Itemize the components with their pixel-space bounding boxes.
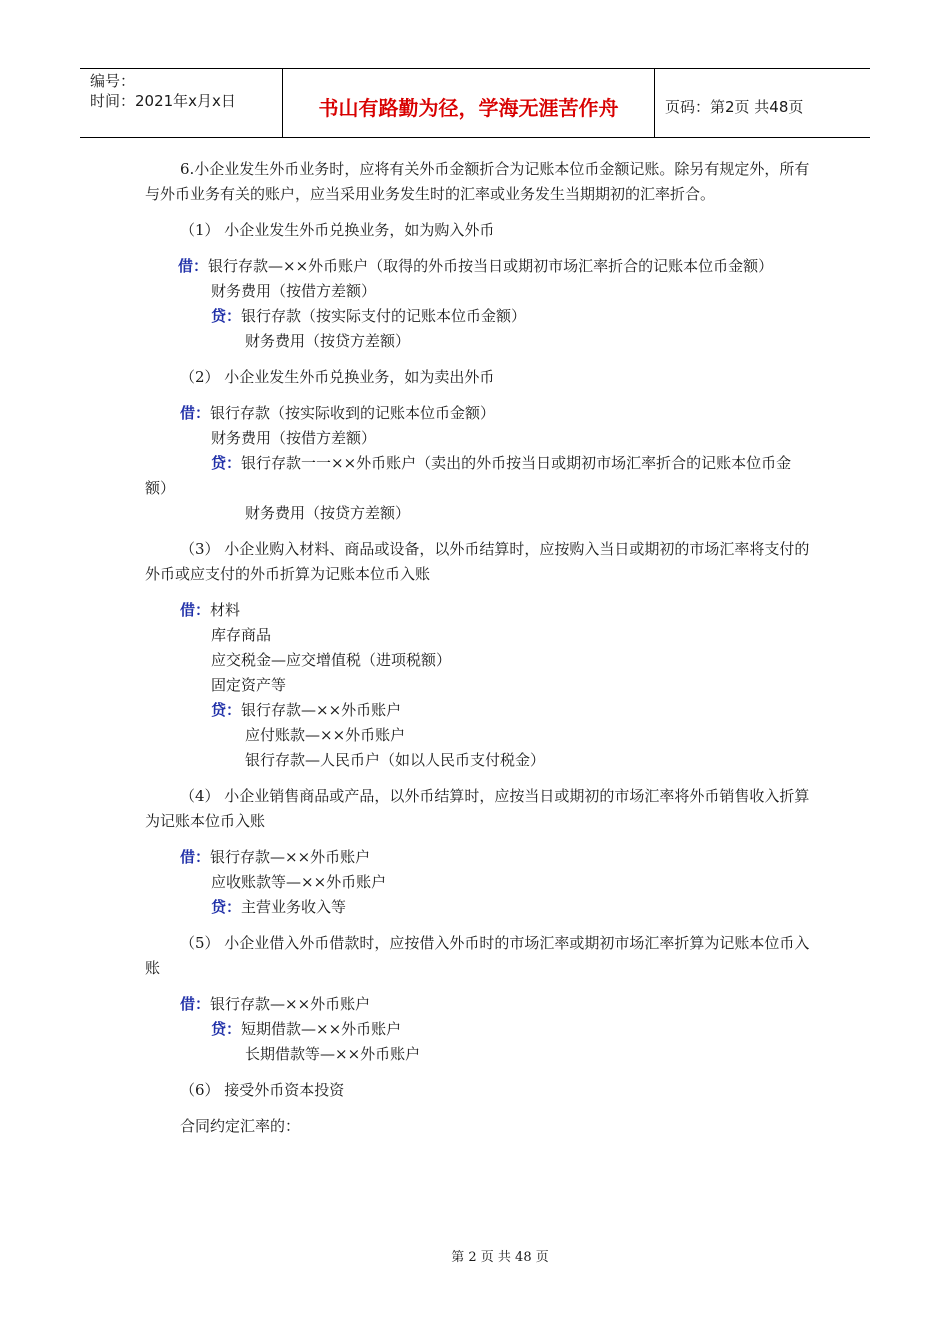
entry-line: 库存商品 bbox=[211, 626, 272, 644]
entry-line bbox=[145, 1017, 810, 1042]
section-6-note: 合同约定汇率的： bbox=[180, 1117, 301, 1135]
entry-line bbox=[145, 254, 810, 279]
entry-line: 应付账款—××外币账户 bbox=[245, 726, 406, 744]
entry-line bbox=[145, 304, 810, 329]
entry-text: 银行存款—××外币账户（取得的外币按当日或期初市场汇率折合的记账本位币金额） bbox=[208, 257, 774, 275]
credit-label: 贷： bbox=[211, 454, 242, 472]
entry-text: 银行存款—××外币账户 bbox=[241, 701, 402, 719]
credit-label: 贷： bbox=[211, 701, 242, 719]
entry-text: 银行存款（按实际支付的记账本位币金额） bbox=[241, 307, 527, 325]
entry-line: 银行存款—人民币户（如以人民币支付税金） bbox=[245, 751, 546, 769]
section-1-title: （1） 小企业发生外币兑换业务，如为购入外币 bbox=[180, 221, 495, 239]
debit-label: 借： bbox=[180, 601, 211, 619]
entry-line bbox=[145, 698, 810, 723]
credit-label: 贷： bbox=[211, 898, 242, 916]
entry-line: 财务费用（按借方差额） bbox=[211, 429, 377, 447]
debit-label: 借： bbox=[180, 404, 211, 422]
entry-text: 银行存款（按实际收到的记账本位币金额） bbox=[210, 404, 496, 422]
page-footer: 第 2 页 共 48 页 bbox=[451, 1250, 549, 1265]
page-header bbox=[80, 68, 870, 138]
debit-label: 借： bbox=[180, 848, 211, 866]
credit-label: 贷： bbox=[211, 307, 242, 325]
section-6-title: （6） 接受外币资本投资 bbox=[180, 1081, 345, 1099]
entry-text: 主营业务收入等 bbox=[241, 898, 347, 916]
entry-line: 财务费用（按借方差额） bbox=[211, 282, 377, 300]
entry-line: 长期借款等—××外币账户 bbox=[245, 1045, 421, 1063]
entry-line: 财务费用（按贷方差额） bbox=[245, 504, 411, 522]
section-4-title: （4） 小企业销售商品或产品，以外币结算时，应按当日或期初的市场汇率将外币销售收入折算为记账本位币入账 bbox=[145, 787, 810, 830]
entry-text: 银行存款—××外币账户 bbox=[210, 848, 371, 866]
section-2-title: （2） 小企业发生外币兑换业务，如为卖出外币 bbox=[180, 368, 495, 386]
header-motto: 书山有路勤为径，学海无涯苦作舟 bbox=[283, 69, 655, 137]
entry-text: 短期借款—××外币账户 bbox=[241, 1020, 402, 1038]
debit-label: 借： bbox=[178, 257, 209, 275]
entry-line bbox=[145, 598, 810, 623]
section-3-title: （3） 小企业购入材料、商品或设备，以外币结算时，应按购入当日或期初的市场汇率将支付的外币或应支付的外币折算为记账本位币入账 bbox=[145, 540, 810, 583]
entry-line bbox=[145, 845, 810, 870]
entry-line bbox=[145, 992, 810, 1017]
entry-text: 银行存款—××外币账户 bbox=[210, 995, 371, 1013]
header-meta bbox=[80, 69, 283, 137]
date-label: 时间：2021年x月x日 bbox=[90, 92, 236, 110]
number-label: 编号： bbox=[90, 72, 136, 90]
entry-line bbox=[145, 895, 810, 920]
section-5-title: （5） 小企业借入外币借款时，应按借入外币时的市场汇率或期初市场汇率折算为记账本位币入账 bbox=[145, 934, 810, 977]
paragraph-6: 6.小企业发生外币业务时，应将有关外币金额折合为记账本位币金额记账。除另有规定外，所有与外币业务有关的账户，应当采用业务发生时的汇率或业务发生当期期初的汇率折合。 bbox=[145, 160, 810, 203]
document-body bbox=[145, 157, 810, 1139]
entry-line bbox=[145, 451, 810, 501]
entry-text: 材料 bbox=[210, 601, 241, 619]
entry-line: 财务费用（按贷方差额） bbox=[245, 332, 411, 350]
entry-line: 应交税金—应交增值税（进项税额） bbox=[211, 651, 452, 669]
entry-line bbox=[145, 401, 810, 426]
entry-line: 应收账款等—××外币账户 bbox=[211, 873, 387, 891]
entry-line: 固定资产等 bbox=[211, 676, 287, 694]
credit-label: 贷： bbox=[211, 1020, 242, 1038]
header-page-info: 页码：第2页 共48页 bbox=[665, 97, 804, 116]
debit-label: 借： bbox=[180, 995, 211, 1013]
entry-text: 银行存款一一××外币账户（卖出的外币按当日或期初市场汇率折合的记账本位币金额） bbox=[145, 454, 792, 497]
